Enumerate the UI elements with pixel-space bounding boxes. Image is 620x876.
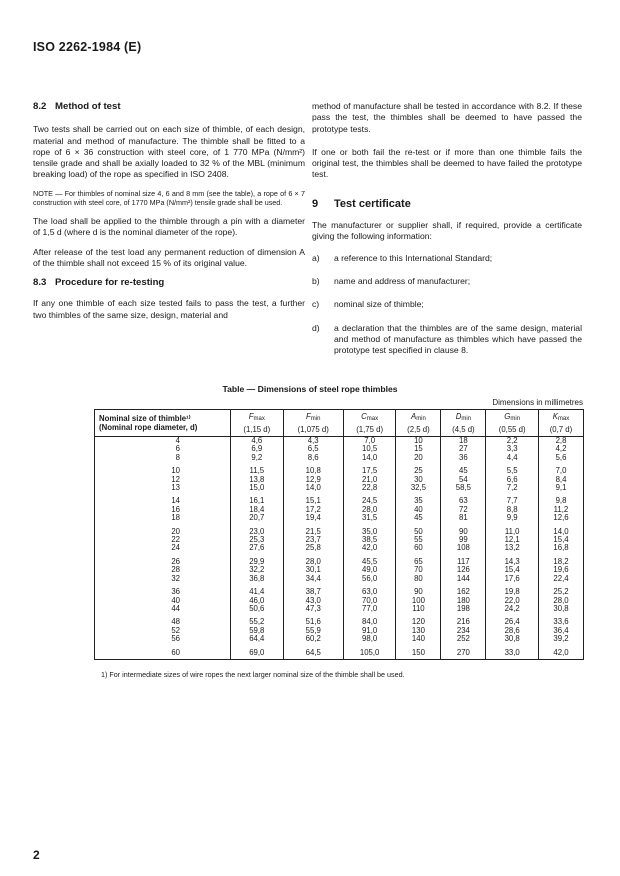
- table-cell: 98,0: [343, 635, 396, 643]
- table-cell: 130: [396, 627, 441, 635]
- table-cell: 31,5: [343, 514, 396, 522]
- table-cell: 42,0: [538, 644, 583, 660]
- table-cell: 45,5: [343, 553, 396, 566]
- table-cell: 18: [441, 437, 486, 446]
- table-row: [95, 583, 584, 596]
- table-cell: 28,0: [343, 506, 396, 514]
- table-cell: 15: [396, 445, 441, 453]
- table-cell: 25,8: [283, 544, 343, 552]
- table-cell: 22,0: [486, 597, 539, 605]
- table-cell-size: 18: [95, 514, 231, 522]
- header-col-k-max: Kmax (0,7 d): [538, 410, 583, 437]
- header-col-f-min: Fmin (1,075 d): [283, 410, 343, 437]
- table-cell: 38,5: [343, 536, 396, 544]
- table-cell: 42,0: [343, 544, 396, 552]
- table-cell: 15,0: [231, 484, 284, 492]
- table-cell: 4,6: [231, 437, 284, 446]
- table-cell-size: 32: [95, 575, 231, 583]
- table-cell: 58,5: [441, 484, 486, 492]
- table-cell: 150: [396, 644, 441, 660]
- table-cell-size: 44: [95, 605, 231, 613]
- table-cell: 23,7: [283, 536, 343, 544]
- table-cell: 7,0: [538, 462, 583, 475]
- table-cell-size: 36: [95, 583, 231, 596]
- header-col-d-min: Dmin (4,5 d): [441, 410, 486, 437]
- table-cell: 30,8: [538, 605, 583, 613]
- table-cell-size: 10: [95, 462, 231, 475]
- table-cell: 24,5: [343, 492, 396, 505]
- header-nominal-size: Nominal size of thimble¹⁾ (Nominal rope diameter, d): [95, 410, 231, 437]
- table-cell: 45: [441, 462, 486, 475]
- table-row: [95, 484, 584, 492]
- table-header-row: [95, 410, 584, 437]
- table-row: [95, 492, 584, 505]
- note: NOTE — For thimbles of nominal size 4, 6 and 8 mm (see the table), a rope of 6 × 7 construction with steel core, of 1770 MPa (N/mm²) tensile grade shall be used.: [33, 188, 305, 208]
- table-cell: 4,2: [538, 445, 583, 453]
- table-cell: 8,4: [538, 476, 583, 484]
- page-number: 2: [33, 848, 40, 862]
- table-cell: 21,5: [283, 523, 343, 536]
- table-cell: 14,0: [538, 523, 583, 536]
- table-cell: 198: [441, 605, 486, 613]
- header-col-c-max: Cmax (1,75 d): [343, 410, 396, 437]
- table-cell: 11,2: [538, 506, 583, 514]
- table-cell-size: 52: [95, 627, 231, 635]
- paragraph: If one or both fail the re-test or if more than one thimble fails the original test, the thimbles shall be deemed to have failed the prototype test.: [312, 146, 582, 180]
- table-cell: 17,5: [343, 462, 396, 475]
- table-cell: 11,5: [231, 462, 284, 475]
- table-cell: 9,2: [231, 454, 284, 462]
- table-cell-size: 13: [95, 484, 231, 492]
- table-cell-size: 28: [95, 566, 231, 574]
- table-cell: 35: [396, 492, 441, 505]
- table-row: [95, 523, 584, 536]
- paragraph: The load shall be applied to the thimble through a pin with a diameter of 1,5 d (where d is the nominal diameter of the rope).: [33, 215, 305, 238]
- dimensions-table: [94, 409, 584, 660]
- table-cell: 110: [396, 605, 441, 613]
- table-cell: 30,8: [486, 635, 539, 643]
- paragraph: If any one thimble of each size tested fails to pass the test, a further two thimbles of the same size, design, material and: [33, 298, 305, 320]
- table-cell: 43,0: [283, 597, 343, 605]
- table-cell: 117: [441, 553, 486, 566]
- table-cell: 270: [441, 644, 486, 660]
- section-heading-8-2: 8.2 Method of test: [33, 101, 121, 112]
- table-cell: 14,0: [283, 484, 343, 492]
- table-cell: 64,5: [283, 644, 343, 660]
- table-cell: 51,6: [283, 613, 343, 626]
- table-cell: 40: [396, 506, 441, 514]
- table-cell: 216: [441, 613, 486, 626]
- paragraph: The manufacturer or supplier shall, if required, provide a certificate giving the following information:: [312, 220, 582, 242]
- list-item: a) a reference to this International Standard;: [312, 252, 493, 263]
- table-cell: 54: [441, 476, 486, 484]
- table-row: [95, 553, 584, 566]
- table-cell: 108: [441, 544, 486, 552]
- table-cell: 30,1: [283, 566, 343, 574]
- table-row: [95, 514, 584, 522]
- table-cell: 9,9: [486, 514, 539, 522]
- table-cell: 55,2: [231, 613, 284, 626]
- table-cell-size: 8: [95, 454, 231, 462]
- table-cell-size: 40: [95, 597, 231, 605]
- table-cell: 12,1: [486, 536, 539, 544]
- table-cell: 50: [396, 523, 441, 536]
- table-footnote: 1) For intermediate sizes of wire ropes the next larger nominal size of the thimble shall be used.: [101, 670, 405, 679]
- table-cell: 27,6: [231, 544, 284, 552]
- table-cell: 29,9: [231, 553, 284, 566]
- table-cell: 65: [396, 553, 441, 566]
- table-cell: 16,8: [538, 544, 583, 552]
- table-cell: 33,6: [538, 613, 583, 626]
- table-cell: 19,6: [538, 566, 583, 574]
- table-cell: 70,0: [343, 597, 396, 605]
- table-cell: 20,7: [231, 514, 284, 522]
- table-cell: 63,0: [343, 583, 396, 596]
- table-cell: 50,6: [231, 605, 284, 613]
- table-row: [95, 575, 584, 583]
- table-row: [95, 613, 584, 626]
- table-cell: 17,6: [486, 575, 539, 583]
- table-cell: 35,0: [343, 523, 396, 536]
- table-cell: 25: [396, 462, 441, 475]
- table-cell: 4,3: [283, 437, 343, 446]
- table-cell: 11,0: [486, 523, 539, 536]
- table-cell: 5,5: [486, 462, 539, 475]
- table-cell-size: 12: [95, 476, 231, 484]
- table-cell: 15,4: [538, 536, 583, 544]
- table-row: [95, 544, 584, 552]
- table-row: [95, 462, 584, 475]
- table-cell: 19,8: [486, 583, 539, 596]
- table-cell: 14,0: [343, 454, 396, 462]
- table-cell: 22,4: [538, 575, 583, 583]
- table-cell: 12,6: [538, 514, 583, 522]
- document-header: ISO 2262-1984 (E): [33, 40, 142, 54]
- table-cell: 55: [396, 536, 441, 544]
- table-cell: 99: [441, 536, 486, 544]
- table-cell: 234: [441, 627, 486, 635]
- table-cell: 56,0: [343, 575, 396, 583]
- table-cell: 24,2: [486, 605, 539, 613]
- table-cell: 2,8: [538, 437, 583, 446]
- table-cell-size: 4: [95, 437, 231, 446]
- header-col-g-min: Gmin (0,55 d): [486, 410, 539, 437]
- table-cell: 27: [441, 445, 486, 453]
- table-cell: 19,4: [283, 514, 343, 522]
- table-cell: 80: [396, 575, 441, 583]
- table-cell: 41,4: [231, 583, 284, 596]
- table-cell: 70: [396, 566, 441, 574]
- table-cell: 2,2: [486, 437, 539, 446]
- table-cell-size: 16: [95, 506, 231, 514]
- table-cell: 15,4: [486, 566, 539, 574]
- table-cell: 6,9: [231, 445, 284, 453]
- list-item: d) a declaration that the thimbles are of the same design, material and method of manufacture as thimbles which have passed the prototype test specified in clause 8.: [312, 322, 582, 356]
- paragraph: method of manufacture shall be tested in accordance with 8.2. If these pass the test, the thimbles shall be deemed to have passed the prototype tests.: [312, 101, 582, 134]
- table-cell: 126: [441, 566, 486, 574]
- table-cell: 144: [441, 575, 486, 583]
- table-cell: 32,2: [231, 566, 284, 574]
- paragraph: After release of the test load any permanent reduction of dimension A of the thimble shall not exceed 15 % of its original value.: [33, 246, 305, 268]
- table-cell: 33,0: [486, 644, 539, 660]
- table-cell: 38,7: [283, 583, 343, 596]
- table-cell: 16,1: [231, 492, 284, 505]
- table-cell: 6,5: [283, 445, 343, 453]
- table-cell: 81: [441, 514, 486, 522]
- header-col-f-max: Fmax (1,15 d): [231, 410, 284, 437]
- table-cell-size: 6: [95, 445, 231, 453]
- table-cell: 7,0: [343, 437, 396, 446]
- table-cell: 6,6: [486, 476, 539, 484]
- table-cell: 5,6: [538, 454, 583, 462]
- table-cell: 72: [441, 506, 486, 514]
- table-cell: 36: [441, 454, 486, 462]
- table-cell: 90: [396, 583, 441, 596]
- table-cell: 49,0: [343, 566, 396, 574]
- table-cell: 7,7: [486, 492, 539, 505]
- table-cell: 22,8: [343, 484, 396, 492]
- table-cell: 28,6: [486, 627, 539, 635]
- table-row: [95, 605, 584, 613]
- table-cell: 36,4: [538, 627, 583, 635]
- table-cell: 15,1: [283, 492, 343, 505]
- table-cell: 12,9: [283, 476, 343, 484]
- table-cell: 59,8: [231, 627, 284, 635]
- table-cell: 77,0: [343, 605, 396, 613]
- table-cell: 63: [441, 492, 486, 505]
- table-cell: 8,6: [283, 454, 343, 462]
- left-column: [33, 101, 305, 321]
- table-cell: 55,9: [283, 627, 343, 635]
- table-cell: 14,3: [486, 553, 539, 566]
- table-cell: 9,1: [538, 484, 583, 492]
- table-units: Dimensions in millimetres: [492, 398, 583, 407]
- table-cell: 162: [441, 583, 486, 596]
- right-column: [312, 101, 582, 356]
- table-cell: 60: [396, 544, 441, 552]
- table-row: [95, 454, 584, 462]
- table-cell: 34,4: [283, 575, 343, 583]
- list-item: b) name and address of manufacturer;: [312, 275, 471, 286]
- table-cell: 64,4: [231, 635, 284, 643]
- list-item: c) nominal size of thimble;: [312, 299, 424, 310]
- table-cell: 17,2: [283, 506, 343, 514]
- table-cell: 7,2: [486, 484, 539, 492]
- table-cell: 23,0: [231, 523, 284, 536]
- table-cell: 25,2: [538, 583, 583, 596]
- table-cell: 36,8: [231, 575, 284, 583]
- table-cell-size: 56: [95, 635, 231, 643]
- table-cell: 46,0: [231, 597, 284, 605]
- table-cell: 20: [396, 454, 441, 462]
- table-cell: 84,0: [343, 613, 396, 626]
- table-cell-size: 60: [95, 644, 231, 660]
- section-heading-8-3: 8.3 Procedure for re-testing: [33, 277, 165, 289]
- table-cell-size: 14: [95, 492, 231, 505]
- table-cell-size: 24: [95, 544, 231, 552]
- table-cell: 105,0: [343, 644, 396, 660]
- table-cell: 28,0: [538, 597, 583, 605]
- table-cell: 39,2: [538, 635, 583, 643]
- table-cell: 91,0: [343, 627, 396, 635]
- table-cell: 18,2: [538, 553, 583, 566]
- table-cell: 180: [441, 597, 486, 605]
- table-cell: 21,0: [343, 476, 396, 484]
- table-cell: 26,4: [486, 613, 539, 626]
- table-cell: 8,8: [486, 506, 539, 514]
- table-cell: 69,0: [231, 644, 284, 660]
- table-cell: 32,5: [396, 484, 441, 492]
- table-cell-size: 48: [95, 613, 231, 626]
- section-heading-9: 9 Test certificate: [312, 197, 411, 210]
- table-cell: 28,0: [283, 553, 343, 566]
- header-col-a-min: Amin (2,5 d): [396, 410, 441, 437]
- table-cell: 30: [396, 476, 441, 484]
- table-cell: 90: [441, 523, 486, 536]
- table-cell: 47,3: [283, 605, 343, 613]
- table-cell-size: 26: [95, 553, 231, 566]
- table-row: [95, 635, 584, 643]
- table-cell: 252: [441, 635, 486, 643]
- table-cell: 9,8: [538, 492, 583, 505]
- table-cell: 60,2: [283, 635, 343, 643]
- table-cell: 3,3: [486, 445, 539, 453]
- table-cell: 25,3: [231, 536, 284, 544]
- table-cell: 120: [396, 613, 441, 626]
- table-cell: 4,4: [486, 454, 539, 462]
- table-cell: 10,5: [343, 445, 396, 453]
- table-cell: 140: [396, 635, 441, 643]
- table-cell-size: 20: [95, 523, 231, 536]
- table-title: Table — Dimensions of steel rope thimbles: [222, 384, 398, 394]
- table-cell: 10: [396, 437, 441, 446]
- table-cell: 18,4: [231, 506, 284, 514]
- table-cell: 10,8: [283, 462, 343, 475]
- table-cell: 45: [396, 514, 441, 522]
- table-cell: 13,2: [486, 544, 539, 552]
- table-cell: 13,8: [231, 476, 284, 484]
- table-cell-size: 22: [95, 536, 231, 544]
- table-cell: 100: [396, 597, 441, 605]
- table-row: [95, 644, 584, 660]
- paragraph: Two tests shall be carried out on each size of thimble, of each design, material and method of manufacture. The thimble shall be fitted to a rope of 6 × 36 construction with steel core, of 1 770 MPa (N/mm²) tensile grade and shall be axially loaded to 32 % of the MBL (minimum breaking load) of the rope as specified in ISO 2408.: [33, 124, 305, 180]
